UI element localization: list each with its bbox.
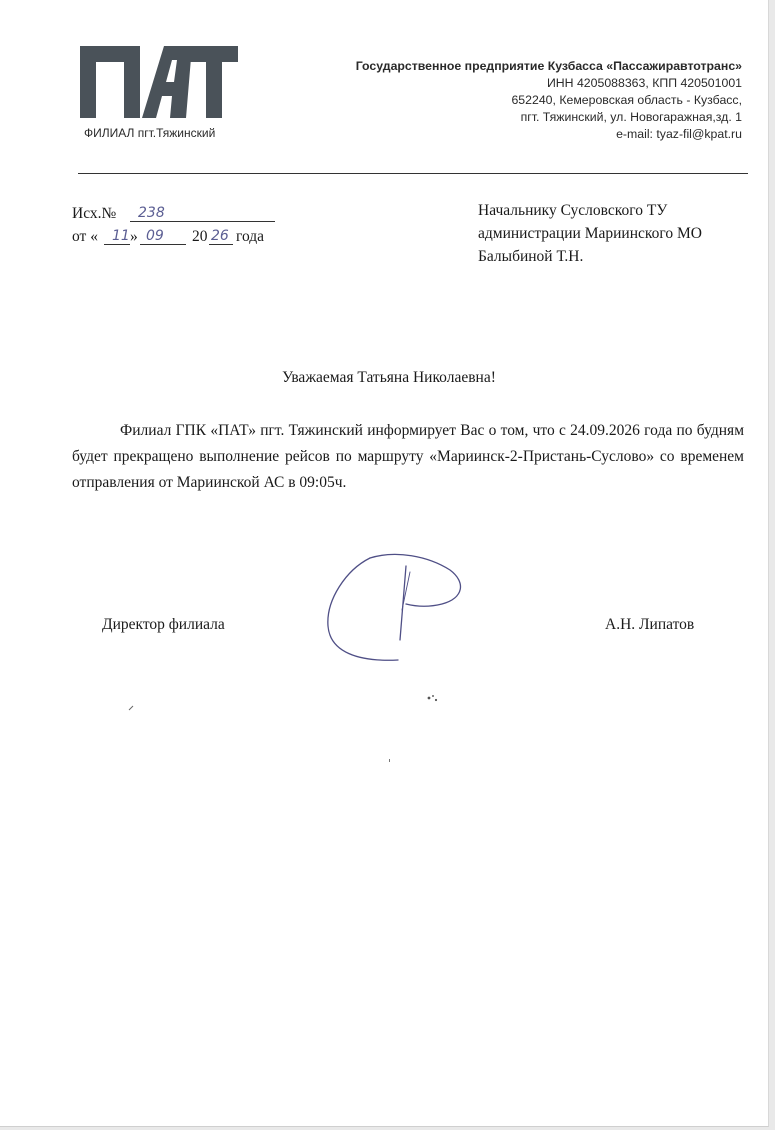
recipient-block [478,199,702,268]
year-underline [209,244,233,245]
branch-label: ФИЛИАЛ пгт.Тяжинский [84,126,216,140]
date-mid: » [130,228,138,245]
year-prefix: 20 [192,228,208,245]
scan-speck [388,758,392,764]
scan-speck [128,704,136,712]
pat-logo [80,46,238,118]
outgoing-label: Исх.№ [72,205,117,222]
date-prefix: от « [72,228,98,245]
scan-speck [424,692,440,706]
reference-block [72,202,265,248]
letter-body: Филиал ГПК «ПАТ» пгт. Тяжинский информирует Вас о том, что с 24.09.2026 года по будням будет прекращено выполнение рейсов по маршруту «Мариинск-2-Пристань-Суслово» со временем отправления от Мариинской АС в 09:05ч. [72,422,744,491]
date-day-underline [104,244,130,245]
outgoing-number-line [72,202,165,225]
greeting: Уважаемая Татьяна Николаевна! [282,369,496,386]
recipient-line-1: Начальнику Сусловского ТУ [478,202,668,219]
year-word: года [236,228,265,245]
recipient-line-3: Балыбиной Т.Н. [478,248,584,265]
outgoing-number: 238 [138,205,165,221]
organization-block [262,58,742,143]
date-line [72,225,265,248]
header-divider [78,173,748,174]
date-day: 11 [112,228,130,244]
address-line-1: 652240, Кемеровская область - Кузбасс, [511,93,742,107]
year-suffix: 26 [211,228,229,244]
handwritten-signature [318,552,468,664]
signatory-name: А.Н. Липатов [605,616,695,633]
signatory-title: Директор филиала [102,616,225,633]
organization-name: Государственное предприятие Кузбасса «Пассажиравтотранс» [355,59,742,73]
date-month-underline [140,244,186,245]
inn-kpp: ИНН 4205088363, КПП 420501001 [546,76,742,90]
outgoing-number-underline [130,221,275,222]
email: e-mail: tyaz-fil@kpat.ru [616,127,742,141]
address-line-2: пгт. Тяжинский, ул. Новогаражная,зд. 1 [520,110,742,124]
date-month: 09 [146,228,164,244]
recipient-line-2: администрации Мариинского МО [478,225,702,242]
